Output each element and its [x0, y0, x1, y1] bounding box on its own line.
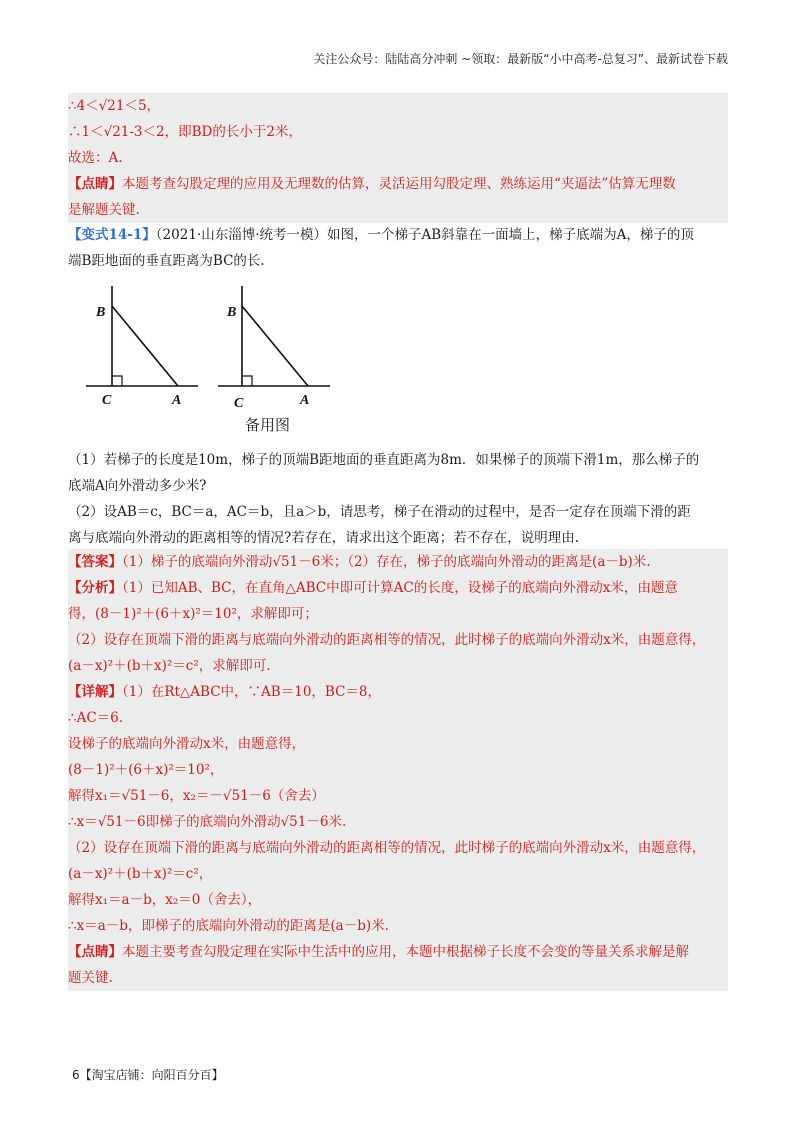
comment-line: 是解题关键.	[68, 202, 140, 218]
solution-line: 故选：A.	[68, 150, 123, 166]
detail-line: ∴AC＝6.	[68, 710, 124, 726]
label-b: B	[96, 305, 106, 320]
answer-line	[68, 549, 728, 575]
comment-text: 本题主要考查勾股定理在实际中生活中的应用，本题中根据梯子长度不会变的等量关系求解是解	[122, 944, 689, 960]
comment-tag: 【点睛】	[68, 944, 122, 960]
question-line: 离与底端向外滑动的距离相等的情况?若存在，请求出这个距离；若不存在，说明理由.	[68, 530, 580, 546]
detail-text: （1）在Rt△ABC中，∵AB＝10，BC＝8，	[122, 684, 381, 700]
detail-line: 解得x₁＝a－b，x₂＝0（舍去），	[68, 892, 262, 908]
solution-line: ∴1＜√21-3＜2，即BD的长小于2米，	[68, 124, 302, 140]
detail-line: (a－x)²＋(b＋x)²＝c²，	[68, 866, 213, 882]
comment-tag: 【点睛】	[68, 176, 122, 192]
label-c: C	[102, 393, 112, 408]
comment-line	[68, 939, 728, 965]
figure-backup	[218, 286, 330, 386]
problem-tag: 【变式14-1】	[68, 227, 156, 243]
label-b: B	[227, 305, 237, 320]
problem-line	[68, 222, 728, 248]
right-angle-mark	[112, 376, 122, 386]
analysis-tag: 【分析】	[68, 580, 122, 596]
figure-caption: 备用图	[245, 416, 291, 434]
comment-line: 题关键.	[68, 970, 113, 986]
footer-text: 【淘宝店铺：向阳百分百】	[79, 1068, 224, 1082]
detail-line: ∴x＝√51－6即梯子的底端向外滑动√51－6米.	[68, 814, 347, 830]
detail-line	[68, 679, 728, 705]
previous-solution-block	[68, 93, 728, 223]
ladder-line	[112, 306, 178, 386]
ladder-line	[242, 306, 308, 386]
comment-line	[68, 171, 728, 197]
comment-text: 本题考查勾股定理的应用及无理数的估算，灵活运用勾股定理、熟练运用“夹逼法”估算无理数	[122, 176, 676, 192]
solution-line: ∴4＜√21＜5，	[68, 98, 161, 114]
page-footer	[72, 1066, 224, 1083]
problem-line: 端B距地面的垂直距离为BC的长.	[68, 253, 265, 269]
analysis-line: （2）设存在顶端下滑的距离与底端向外滑动的距离相等的情况，此时梯子的底端向外滑动x米，由题意得，	[68, 632, 706, 648]
answer-text: （1）梯子的底端向外滑动√51－6米；（2）存在，梯子的底端向外滑动的距离是(a－b)米.	[122, 554, 651, 570]
detail-line: (8－1)²＋(6＋x)²＝10²，	[68, 762, 224, 778]
analysis-line: 得，(8－1)²＋(6＋x)²＝10²，求解即可；	[68, 606, 318, 622]
page-number: 6	[72, 1068, 80, 1082]
figure-main	[86, 286, 198, 386]
detail-tag: 【详解】	[68, 684, 122, 700]
questions-block	[68, 447, 728, 551]
label-a: A	[300, 393, 310, 408]
right-angle-mark	[242, 376, 252, 386]
page-header: 关注公众号：陆陆高分冲刺 ~领取：最新版“小中高考-总复习”、最新试卷下载	[313, 52, 728, 66]
analysis-line: (a－x)²＋(b＋x)²＝c²，求解即可.	[68, 658, 271, 674]
label-c: C	[234, 396, 244, 411]
ladder-figure	[86, 286, 346, 411]
label-a: A	[172, 393, 182, 408]
detail-line: 解得x₁＝√51－6，x₂＝－√51－6（舍去）	[68, 788, 325, 804]
analysis-text: （1）已知AB、BC，在直角△ABC中即可计算AC的长度，设梯子的底端向外滑动x米，由题意	[122, 580, 678, 596]
question-line: （1）若梯子的长度是10m，梯子的顶端B距地面的垂直距离为8m．如果梯子的顶端下滑1m，那么梯子的	[68, 452, 700, 468]
detail-line: （2）设存在顶端下滑的距离与底端向外滑动的距离相等的情况，此时梯子的底端向外滑动x米，由题意得，	[68, 840, 706, 856]
detail-line: 设梯子的底端向外滑动x米，由题意得，	[68, 736, 306, 752]
problem-text: （2021·山东淄博·统考一模）如图，一个梯子AB斜靠在一面墙上，梯子底端为A，梯子的顶	[155, 227, 694, 243]
analysis-line	[68, 575, 728, 601]
question-line: （2）设AB＝c，BC＝a，AC＝b，且a＞b，请思考，梯子在滑动的过程中，是否一定存在顶端下滑的距	[68, 504, 691, 520]
question-line: 底端A向外滑动多少米?	[68, 478, 207, 494]
solution-block	[68, 549, 728, 991]
problem-block	[68, 222, 728, 274]
detail-line: ∴x＝a－b，即梯子的底端向外滑动的距离是(a－b)米.	[68, 918, 389, 934]
answer-tag: 【答案】	[68, 554, 122, 570]
